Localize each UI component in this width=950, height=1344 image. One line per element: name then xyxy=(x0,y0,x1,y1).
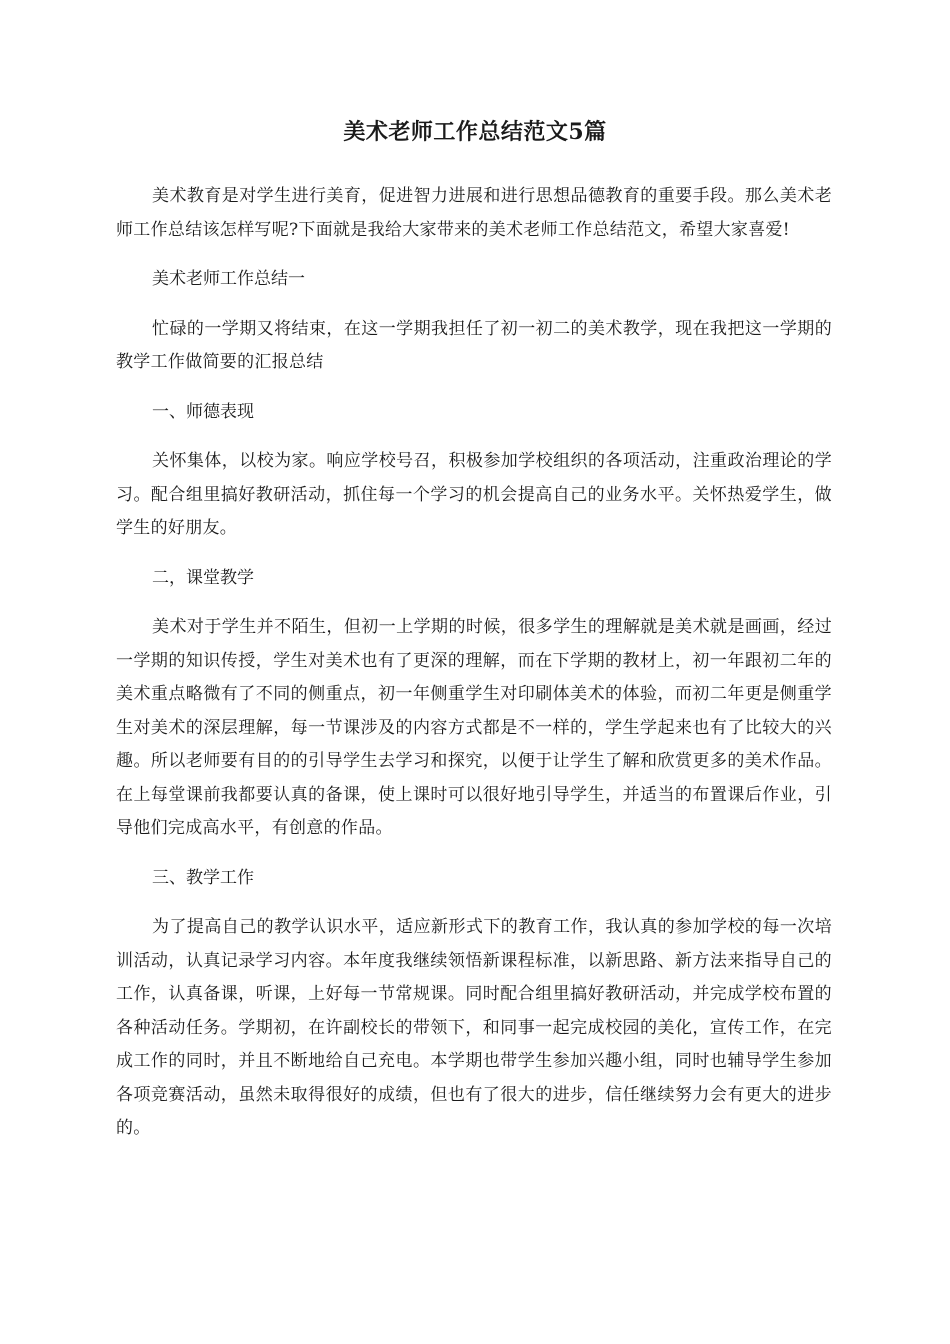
section-heading-classroom: 二，课堂教学 xyxy=(152,567,254,588)
paragraph-intro: 美术教育是对学生进行美育，促进智力进展和进行思想品德教育的重要手段。那么美术老师工作总结该怎样写呢?下面就是我给大家带来的美术老师工作总结范文，希望大家喜爱! xyxy=(116,186,832,240)
paragraph-opening: 忙碌的一学期又将结束，在这一学期我担任了初一初二的美术教学，现在我把这一学期的教学工作做简要的汇报总结 xyxy=(116,318,832,372)
paragraph-teaching: 为了提高自己的教学认识水平，适应新形式下的教育工作，我认真的参加学校的每一次培训活动，认真记录学习内容。本年度我继续领悟新课程标准，以新思路、新方法来指导自己的工作，认真备课，听课，上好每一节常规课。同时配合组里搞好教研活动，并完成学校布置的各种活动任务。学期初，在许副校长的带领下，和同事一起完成校园的美化，宣传工作，在完成工作的同时，并且不断地给自己充电。本学期也带学生参加兴趣小组，同时也辅导学生参加各项竞赛活动，虽然未取得很好的成绩，但也有了很大的进步，信任继续努力会有更大的进步的。 xyxy=(116,917,832,1138)
section-heading-summary-one: 美术老师工作总结一 xyxy=(152,269,305,289)
document-title: 美术老师工作总结范文5篇 xyxy=(343,119,607,145)
section-heading-ethics: 一、师德表现 xyxy=(152,401,254,422)
section-heading-teaching: 三、教学工作 xyxy=(152,867,254,888)
document-body xyxy=(116,180,832,1162)
paragraph-classroom: 美术对于学生并不陌生，但初一上学期的时候，很多学生的理解就是美术就是画画，经过一学期的知识传授，学生对美术也有了更深的理解，而在下学期的教材上，初一年跟初二年的美术重点略微有了不同的侧重点，初一年侧重学生对印刷体美术的体验，而初二年更是侧重学生对美术的深层理解，每一节课涉及的内容方式都是不一样的，学生学起来也有了比较大的兴趣。所以老师要有目的的引导学生去学习和探究，以便于让学生了解和欣赏更多的美术作品。在上每堂课前我都要认真的备课，使上课时可以很好地引导学生，并适当的布置课后作业，引导他们完成高水平，有创意的作品。 xyxy=(116,617,832,838)
paragraph-ethics: 关怀集体，以校为家。响应学校号召，积极参加学校组织的各项活动，注重政治理论的学习。配合组里搞好教研活动，抓住每一个学习的机会提高自己的业务水平。关怀热爱学生，做学生的好朋友。 xyxy=(116,451,832,538)
